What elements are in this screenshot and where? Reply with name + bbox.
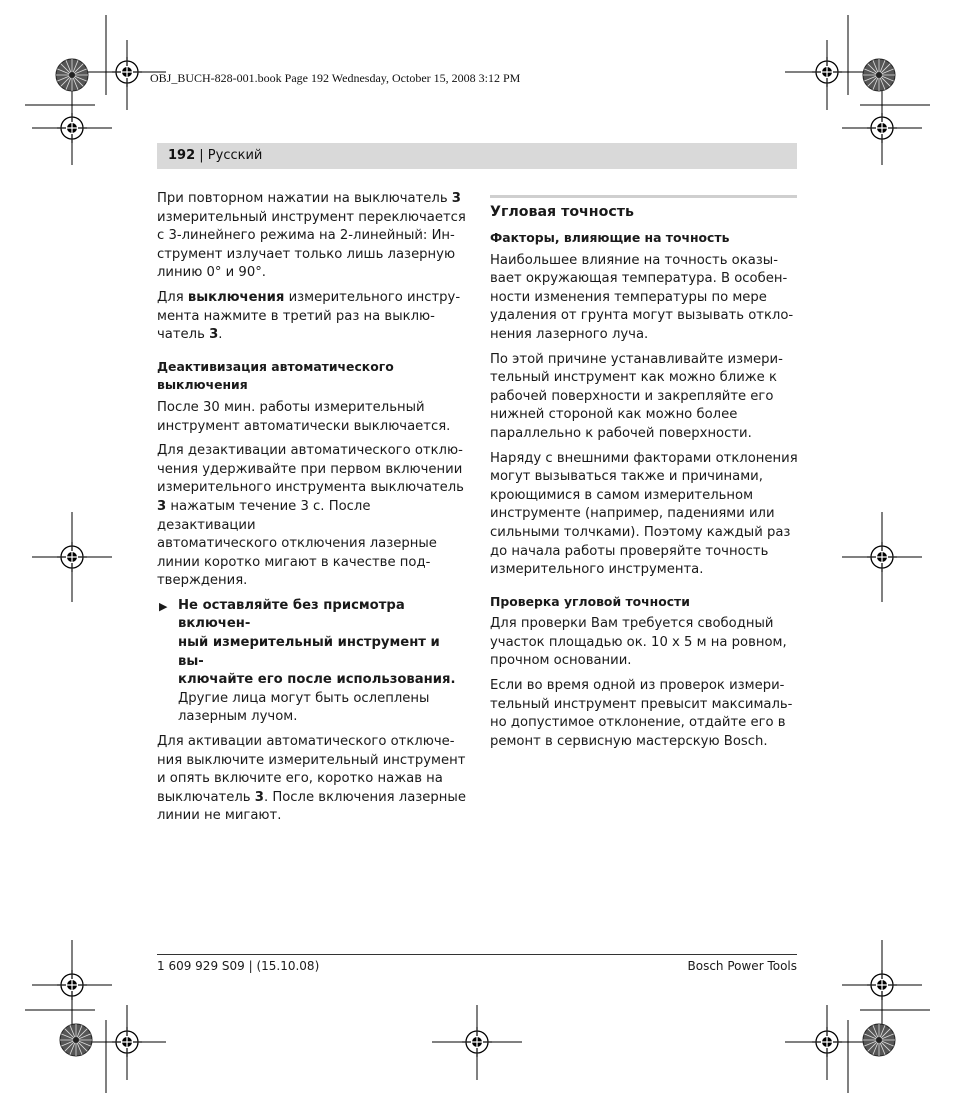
triangle-right-icon: ▶	[159, 599, 168, 613]
right-column	[490, 201, 800, 757]
paragraph: Наряду с внешними факторами отклонения могут вызываться также и причинами, кроющимися в самом измерительном инструменте (например, падениями или сильными толчками). Поэтому каждый раз до начала работы проверяйте точность измерительного инструмента.	[490, 450, 798, 578]
paragraph: После 30 мин. работы измерительный инструмент автоматически выключается.	[157, 399, 451, 434]
paragraph: Для выключения измерительного инстру- мента нажмите в третий раз на выклю- чатель 3.	[157, 289, 461, 343]
warning-item	[157, 597, 469, 727]
main-heading: Угловая точность	[490, 204, 634, 220]
footer-rule	[157, 954, 797, 955]
footer-brand: Bosch Power Tools	[687, 959, 797, 973]
page-number: 192	[168, 148, 196, 163]
paragraph: Если во время одной из проверок измери- тельный инструмент превысит максималь- но допустимое отклонение, отдайте его в ремонт в сервисную мастерскую Bosch.	[490, 678, 793, 749]
left-column	[157, 190, 469, 832]
slug-line: OBJ_BUCH-828-001.book Page 192 Wednesday, October 15, 2008 3:12 PM	[150, 71, 521, 85]
footer-doc-number: 1 609 929 S09 | (15.10.08)	[157, 959, 320, 973]
paragraph: При повторном нажатии на выключатель 3 измерительный инструмент переключается с 3-линейнего режима на 2-линейный: Ин- струмент излучает только лишь лазерную линию 0° и 90°.	[157, 191, 466, 281]
warning-bold: Не оставляйте без присмотра включен- ный измерительный инструмент и вы- ключайте его после использования.	[178, 597, 456, 688]
paragraph: Для активации автоматического отключе- ния выключите измерительный инструмент и опять включите его, коротко нажав на выключатель 3. После включения лазерные линии не мигают.	[157, 734, 466, 824]
section-heading: Деактивизация автоматического выключения	[157, 358, 394, 393]
paragraph: Наибольшее влияние на точность оказы- вает окружающая температура. В особен- ности изменения температуры по мере удаления от грунта могут вызывать откло- нения лазерного луча.	[490, 252, 794, 342]
section-heading: Проверка угловой точности	[490, 593, 690, 609]
header-language: Русский	[207, 148, 263, 163]
section-rule	[490, 195, 797, 198]
paragraph: По этой причине устанавливайте измери- тельный инструмент как можно ближе к рабочей поверхности и закрепляйте его нижней стороной как можно более параллельно к рабочей поверхности.	[490, 351, 783, 441]
page-header	[168, 148, 262, 163]
paragraph: Для проверки Вам требуется свободный участок площадью ок. 10 x 5 м на ровном, прочном основании.	[490, 616, 787, 669]
section-heading: Факторы, влияющие на точность	[490, 230, 730, 245]
header-separator: |	[195, 148, 208, 163]
paragraph: Для дезактивации автоматического отклю- чения удерживайте при первом включении измерительного инструмента выключатель 3 нажатым течение 3 с. После дезактивации автоматического отключения лазерные линии коротко мигают в качестве под- тверждения.	[157, 443, 464, 589]
warning-text: Другие лица могут быть ослеплены лазерным лучом.	[178, 690, 430, 725]
